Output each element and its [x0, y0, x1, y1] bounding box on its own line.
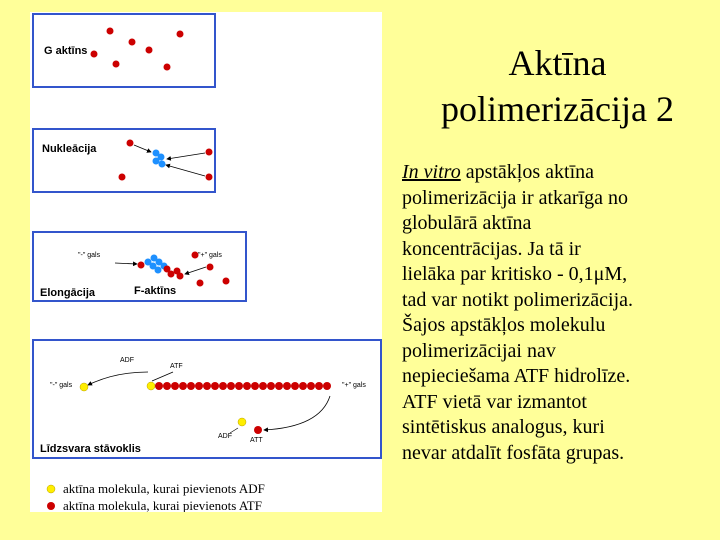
body-line-2: polimerizācija ir atkarīga no — [402, 186, 629, 209]
minus-end-label: "-" gals — [50, 382, 73, 389]
body-line-5: lielāka par kritisko - 0,1μM, — [402, 263, 628, 285]
body-line-10: ATF vietā var izmantot — [402, 390, 587, 413]
panel-steady-state — [33, 340, 381, 458]
legend-atf-label: aktīna molekula, kurai pievienots ATF — [63, 498, 262, 512]
title-line-1: Aktīna — [508, 43, 607, 83]
body-line-12: nevar atdalīt fosfāta grupas. — [402, 441, 625, 464]
panel-label-g-actin: G aktīns — [44, 45, 88, 57]
plus-end-label: "+" gals — [342, 382, 366, 389]
panel-nucleation — [33, 129, 215, 192]
minus-end-label: "-" gals — [78, 252, 101, 259]
in-vitro-text: In vitro — [402, 161, 461, 183]
legend-adf-swatch — [47, 485, 55, 493]
body-line-6: tad var notikt polimerizācija. — [402, 288, 634, 311]
panel-label-f-actin: F-aktīns — [134, 285, 177, 297]
adf-bottom-label: ADF — [218, 433, 232, 440]
legend — [47, 481, 265, 512]
slide-body-text — [402, 160, 702, 466]
legend-adf-label: aktīna molekula, kurai pievienots ADF — [63, 481, 265, 496]
panel-label-nucleation: Nukleācija — [42, 143, 97, 155]
panel-g-actin — [33, 14, 215, 87]
slide-title — [395, 40, 720, 132]
body-line-3: globulārā aktīna — [402, 212, 532, 234]
atf-top-label: ATF — [170, 363, 183, 370]
legend-atf-swatch — [47, 502, 55, 510]
body-line-4: koncentrācijas. Ja tā ir — [402, 237, 581, 260]
body-line-9: nepieciešama ATF hidrolīze. — [402, 365, 631, 387]
body-line-11: sintētiskus analogus, kuri — [402, 416, 605, 438]
panel-label-steady-state: Līdzsvara stāvoklis — [40, 443, 141, 455]
body-line-8: polimerizācijai nav — [402, 339, 556, 362]
body-line-7: Šajos apstākļos molekulu — [402, 314, 606, 336]
body-line-1-rest: apstākļos aktīna — [460, 161, 595, 183]
actin-diagram — [30, 12, 382, 512]
atf-bottom-label: ATT — [250, 437, 263, 444]
panel-frame — [33, 129, 215, 192]
body-line-1 — [402, 160, 702, 186]
title-line-2: polimerizācija 2 — [441, 89, 674, 129]
panel-elongation — [33, 232, 246, 301]
adf-top-label: ADF — [120, 357, 134, 364]
plus-end-label: "+" gals — [198, 252, 222, 259]
adf-molecule — [80, 383, 88, 391]
panel-label-elongation: Elongācija — [40, 287, 96, 299]
